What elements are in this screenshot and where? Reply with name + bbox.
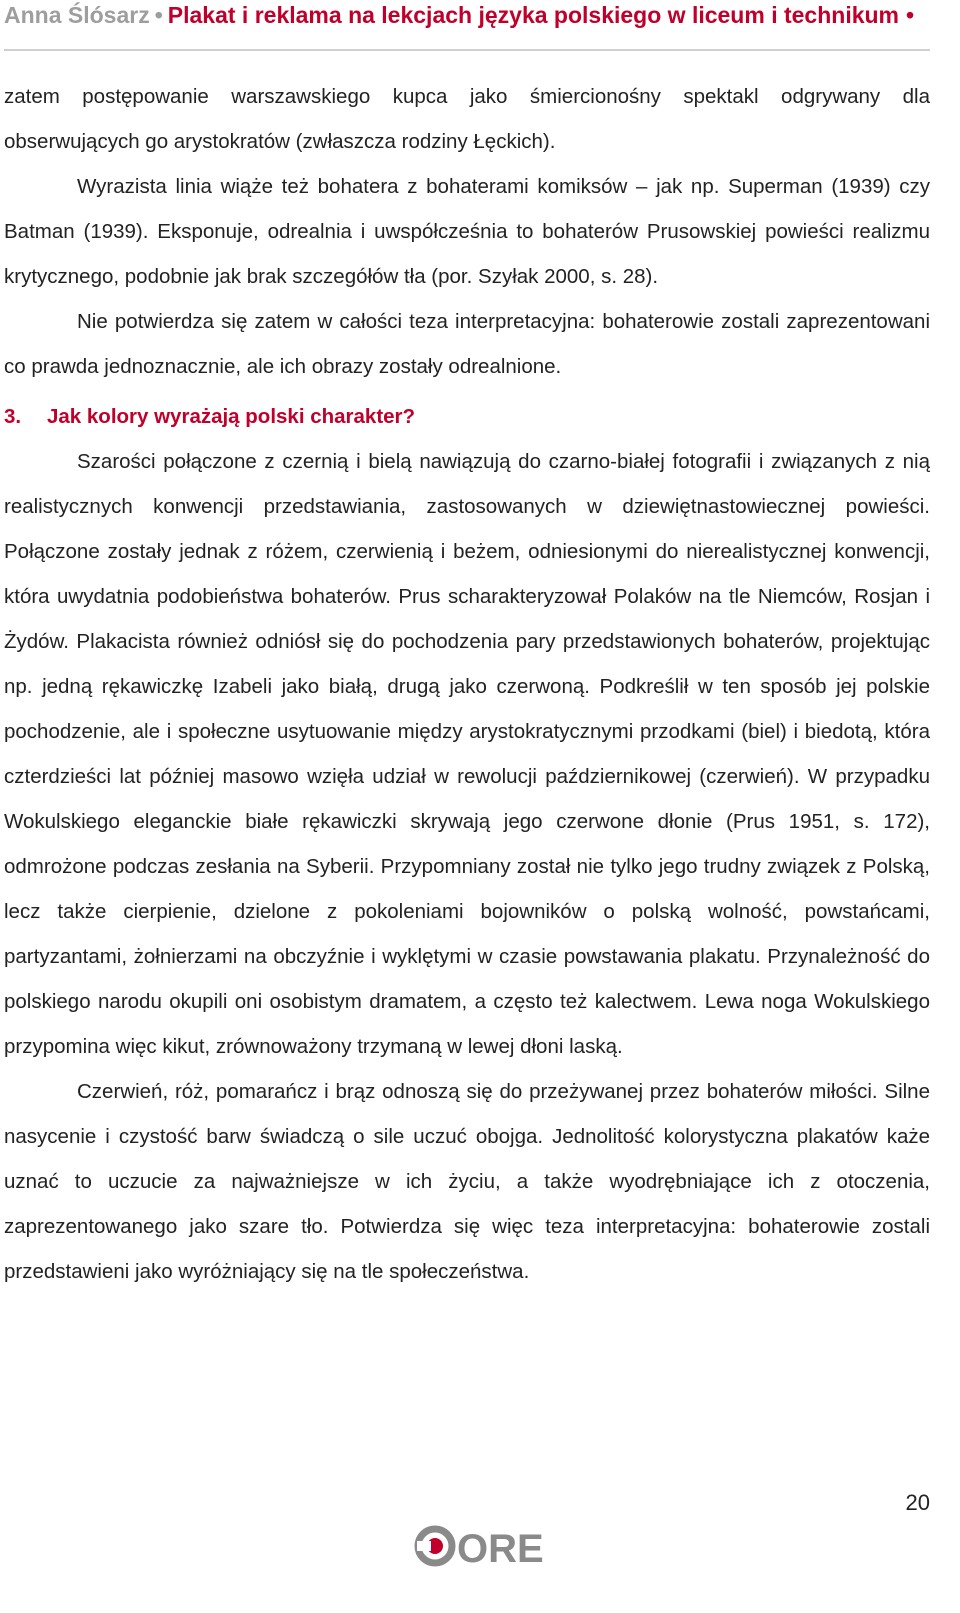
section-heading [4,397,930,437]
page-number: 20 [905,1490,930,1515]
paragraph: Nie potwierdza się zatem w całości teza interpretacyjna: bohaterowie zostali zaprezentowani co prawda jednoznacznie, ale ich obrazy zostały odrealnione. [4,310,930,378]
header-title: Plakat i reklama na lekcjach języka polskiego w liceum i technikum [167,2,899,28]
header-divider [4,49,930,51]
logo-text: ORE [457,1527,544,1571]
running-header [4,0,930,44]
paragraph-continued: zatem postępowanie warszawskiego kupca jako śmiercionośny spektakl odgrywany dla obserwujących go arystokratów (zwłaszcza rodziny Łęckich). [4,85,930,153]
section-number: 3. [4,405,22,428]
ore-logo-icon [413,1522,544,1571]
paragraph: Czerwień, róż, pomarańcz i brąz odnoszą się do przeżywanej przez bohaterów miłości. Silne nasycenie i czystość barw świadczą o sile uczuć obojga. Jednolitość kolorystyczna plakatów każe uznać to uczucie za najważniejsze w ich życiu, a także wyodrębniające ich z otoczenia, zaprezentowanego jako szare tło. Potwierdza się więc teza interpretacyjna: bohaterowie zostali przedstawieni jako wyróżniający się na tle społeczeństwa. [4,1080,930,1283]
page-body [4,74,930,1294]
paragraph: Szarości połączone z czernią i bielą nawiązują do czarno-białej fotografii i związanych z nią realistycznych konwencji przedstawiania, zastosowanych w dziewiętnastowiecznej powieści. Połączone zostały jednak z różem, czerwienią i beżem, odniesionymi do nierealistycznej konwencji, która uwydatnia podobieństwa bohaterów. Prus scharakteryzował Polaków na tle Niemców, Rosjan i Żydów. Plakacista również odniósł się do pochodzenia pary przedstawionych bohaterów, projektując np. jedną rękawiczkę Izabeli jako białą, drugą jako czerwoną. Podkreślił w ten sposób jej polskie pochodzenie, ale i społeczne usytuowanie między arystokratycznymi przodkami (biel) i biedotą, która czterdzieści lat później masowo wzięła udział w rewolucji październikowej (czerwień). W przypadku Wokulskiego eleganckie białe rękawiczki skrywają jego czerwone dłonie (Prus 1951, s. 172), odmrożone podczas zesłania na Syberii. Przypomniany został nie tylko jego trudny związek z Polską, lecz także cierpienie, dzielone z pokoleniami bojowników o polską wolność, powstańcami, partyzantami, żołnierzami na obczyźnie i wyklętymi w czasie powstawania plakatu. Przynależność do polskiego narodu okupili oni osobistym dramatem, a często też kalectwem. Lewa noga Wokulskiego przypomina więc kikut, zrównoważony trzymaną w lewej dłoni laską. [4,450,930,1058]
header-bullet-icon: • [154,2,163,28]
header-bullet-end-icon: • [906,2,915,28]
header-author: Anna Ślósarz [4,2,150,28]
paragraph: Wyrazista linia wiąże też bohatera z bohaterami komiksów – jak np. Superman (1939) czy Batman (1939). Eksponuje, odrealnia i uwspółcześnia to bohaterów Prusowskiej powieści realizmu krytycznego, podobnie jak brak szczegółów tła (por. Szyłak 2000, s. 28). [4,175,930,288]
section-title: Jak kolory wyrażają polski charakter? [47,405,416,428]
